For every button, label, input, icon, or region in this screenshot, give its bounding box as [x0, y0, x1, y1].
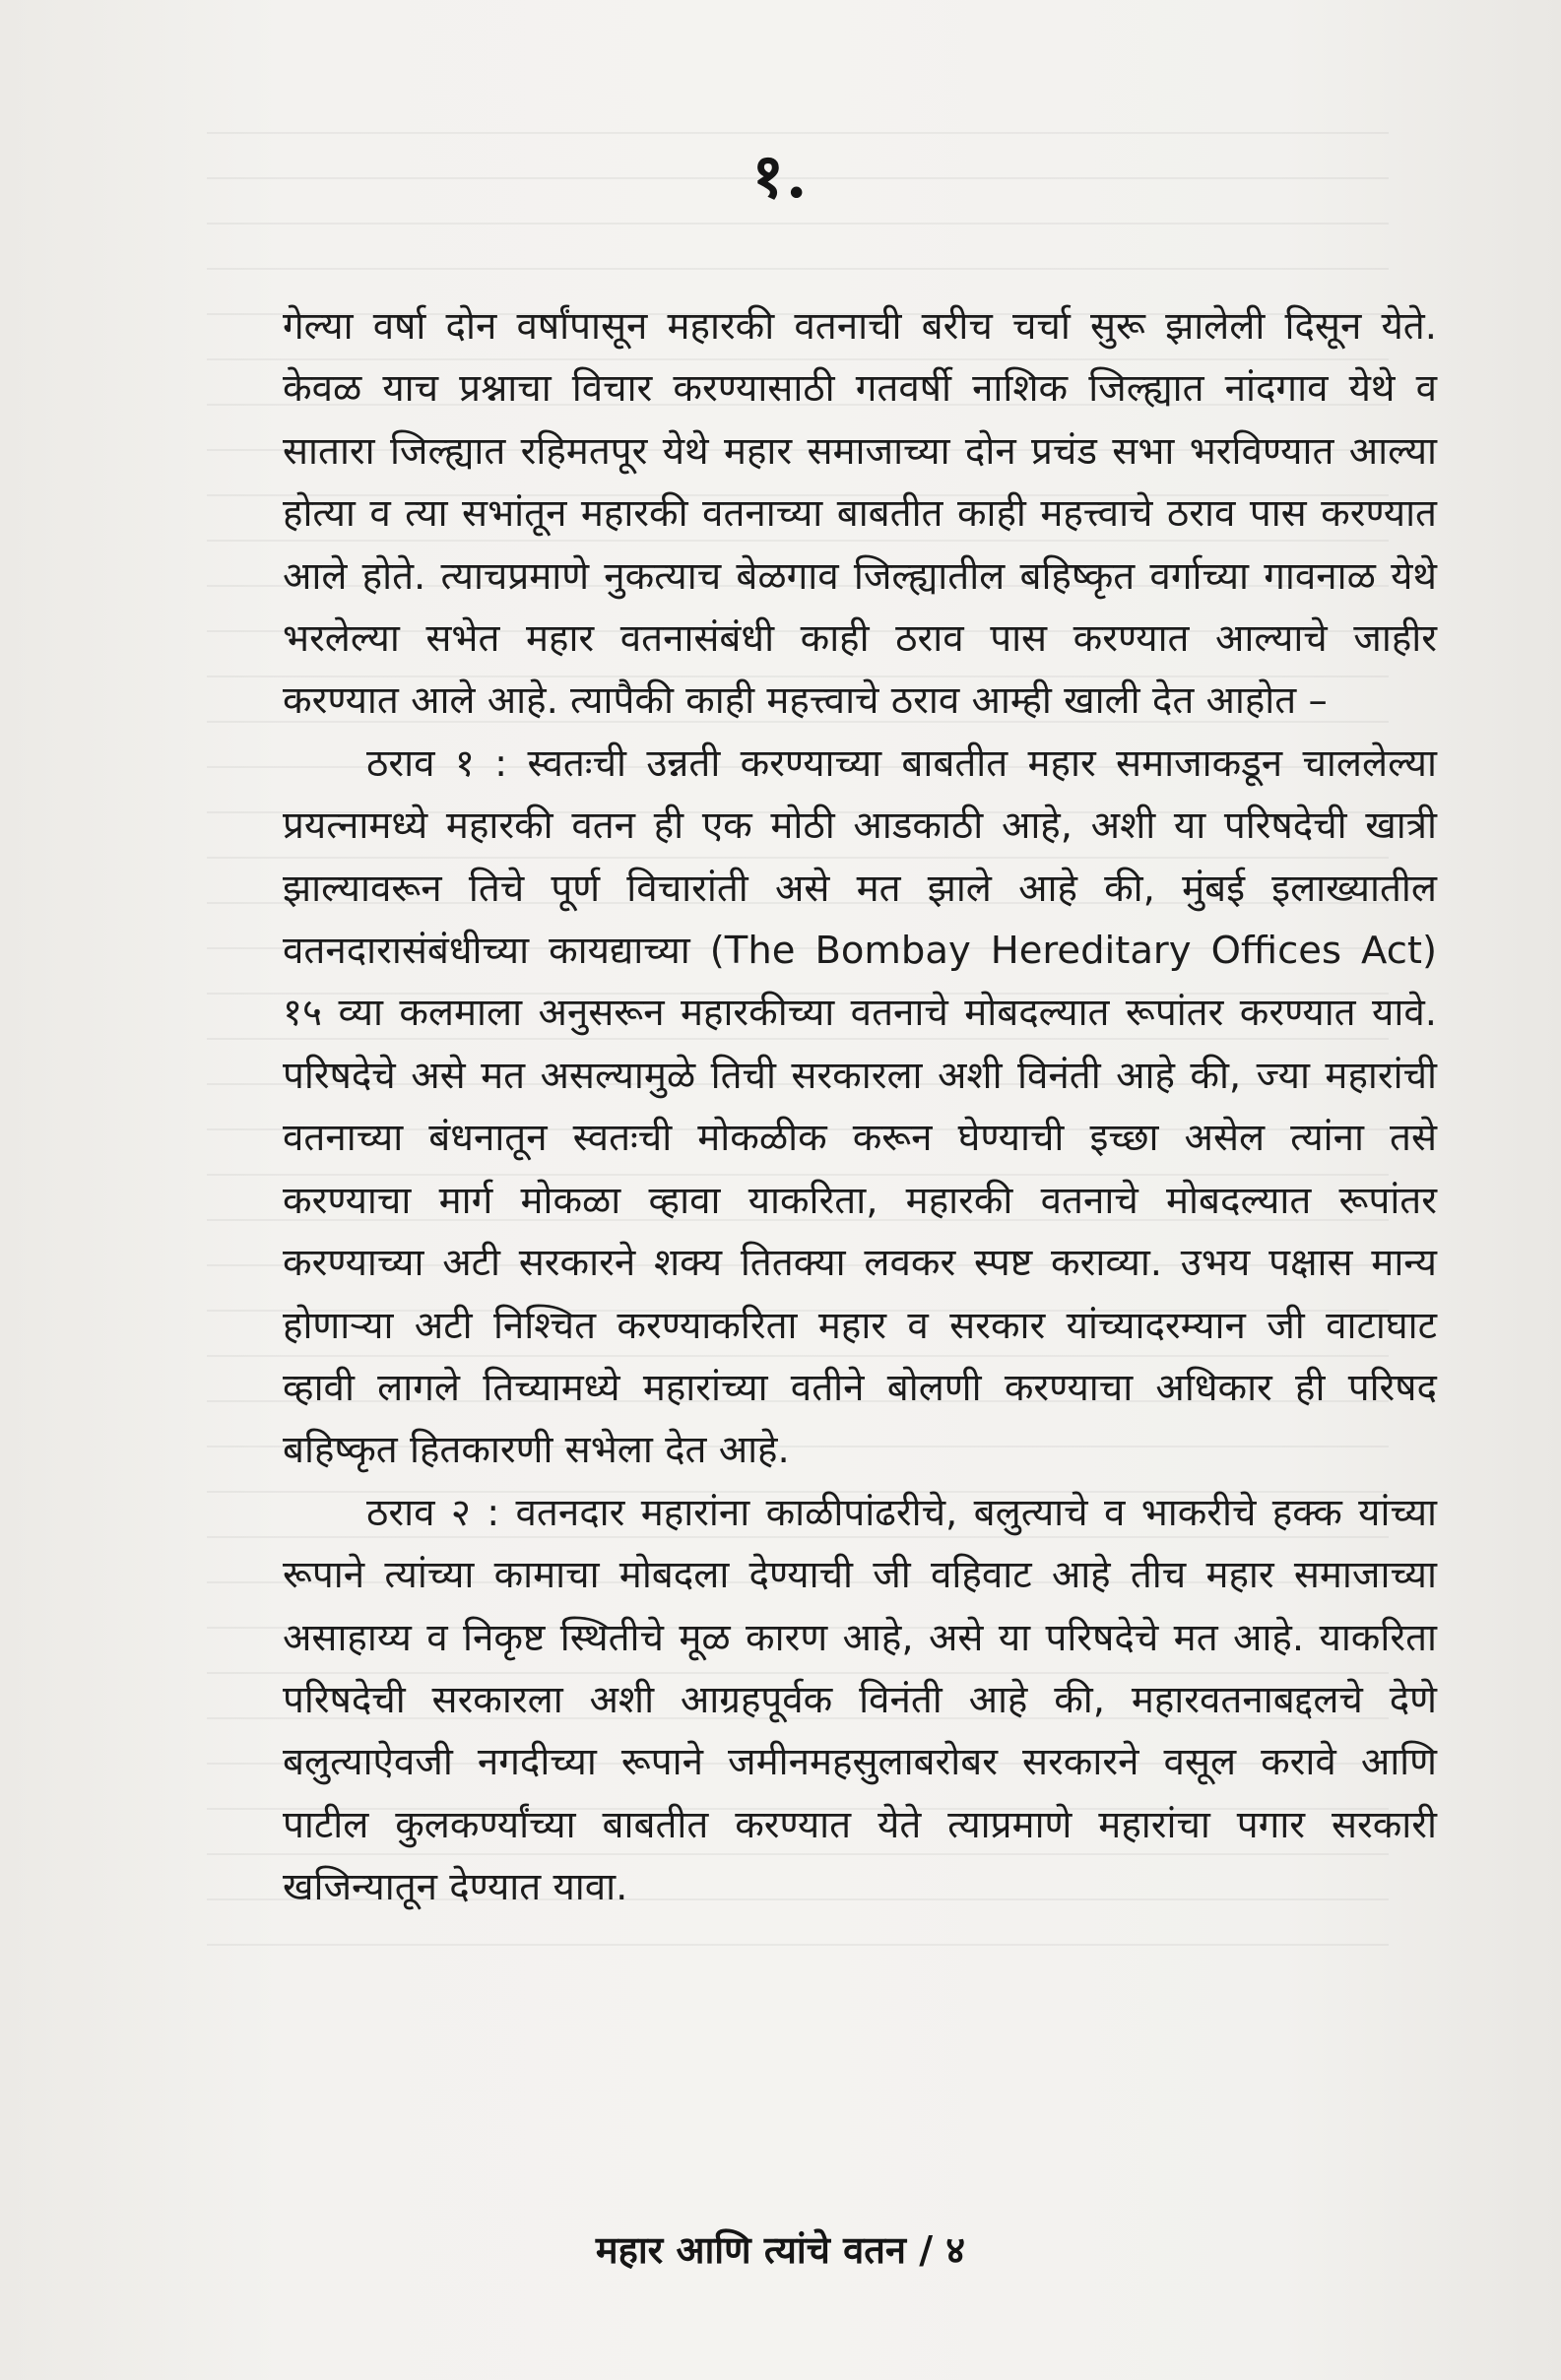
resolution-2-paragraph: ठराव २ : वतनदार महारांना काळीपांढरीचे, बलुत्याचे व भाकरीचे हक्क यांच्या रूपाने त्यांच्या कामाचा मोबदला देण्याची जी वहिवाट आहे तीच महार समाजाच्या असाहाय्य व निकृष्ट स्थितीचे मूळ कारण आहे, असे या परिषदेचे मत आहे. याकरिता परिषदेची सरकारला अशी आग्रहपूर्वक विनंती आहे की, महारवतनाबद्दलचे देणे बलुत्याऐवजी नगदीच्या रूपाने जमीनमहसुलाबरोबर सरकारने वसूल करावे आणि पाटील कुलकर्ण्यांच्या बाबतीत करण्यात येते त्याप्रमाणे महारांचा पगार सरकारी खजिन्यातून देण्यात यावा.	[283, 1490, 1437, 1910]
body-text	[283, 295, 1437, 1919]
resolution-1-paragraph: ठराव १ : स्वतःची उन्नती करण्याच्या बाबतीत महार समाजाकडून चाललेल्या प्रयत्नामध्ये महारकी वतन ही एक मोठी आडकाठी आहे, अशी या परिषदेची खात्री झाल्यावरून तिचे पूर्ण विचारांती असे मत झाले आहे की, मुंबई इलाख्यातील वतनदारासंबंधीच्या कायद्याच्या (The Bombay Hereditary Offices Act) १५ व्या कलमाला अनुसरून महारकीच्या वतनाचे मोबदल्यात रूपांतर करण्यात यावे. परिषदेचे असे मत असल्यामुळे तिची सरकारला अशी विनंती आहे की, ज्या महारांची वतनाच्या बंधनातून स्वतःची मोकळीक करून घेण्याची इच्छा असेल त्यांना तसे करण्याचा मार्ग मोकळा व्हावा याकरिता, महारकी वतनाचे मोबदल्यात रूपांतर करण्याच्या अटी सरकारने शक्य तितक्या लवकर स्पष्ट कराव्या. उभय पक्षास मान्य होणाऱ्या अटी निश्चित करण्याकरिता महार व सरकार यांच्यादरम्यान जी वाटाघाट व्हावी लागले तिच्यामध्ये महारांच्या वतीने बोलणी करण्याचा अधिकार ही परिषद बहिष्कृत हितकारणी सभेला देत आहे.	[283, 740, 1437, 1473]
page-footer: महार आणि त्यांचे वतन / ४	[595, 2228, 966, 2272]
chapter-number: १.	[751, 140, 810, 212]
intro-paragraph: गेल्या वर्षा दोन वर्षांपासून महारकी वतनाची बरीच चर्चा सुरू झालेली दिसून येते. केवळ याच प्रश्नाचा विचार करण्यासाठी गतवर्षी नाशिक जिल्ह्यात नांदगाव येथे व सातारा जिल्ह्यात रहिमतपूर येथे महार समाजाच्या दोन प्रचंड सभा भरविण्यात आल्या होत्या व त्या सभांतून महारकी वतनाच्या बाबतीत काही महत्त्वाचे ठराव पास करण्यात आले होते. त्याचप्रमाणे नुकत्याच बेळगाव जिल्ह्यातील बहिष्कृत वर्गाच्या गावनाळ येथे भरलेल्या सभेत महार वतनासंबंधी काही ठराव पास करण्यात आल्याचे जाहीर करण्यात आले आहे. त्यापैकी काही महत्त्वाचे ठराव आम्ही खाली देत आहोत –	[283, 304, 1437, 724]
